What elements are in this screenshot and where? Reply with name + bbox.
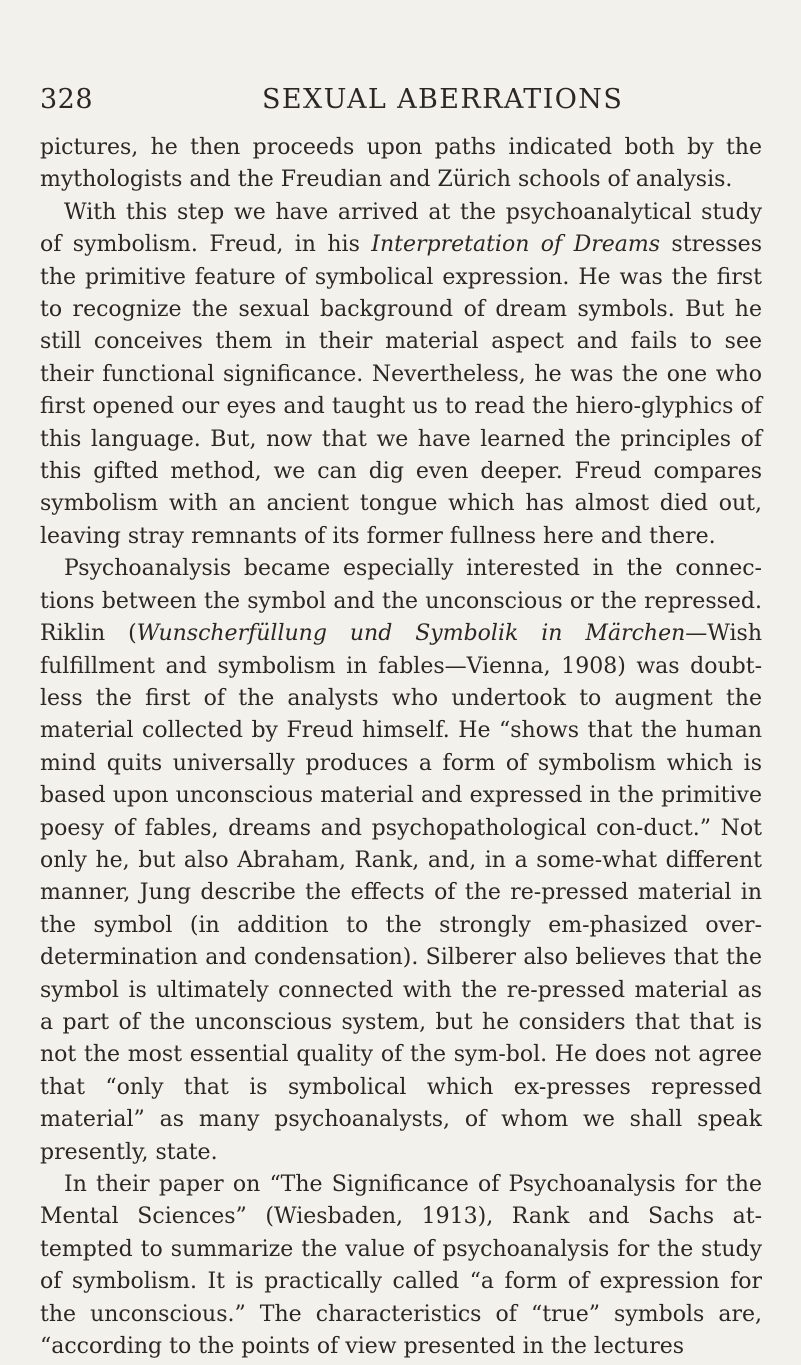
paragraph-4-text: In their paper on “The Significance of Psychoanalysis for the Mental Sciences” (Wiesbaden, 1913), Rank and Sachs at-tempted to summarize the value of psychoanalysis for the study of symbolism. It is practically called “a form of expression for the unconscious.” The characteristics of “true” symbols are, “according to the points of view presented in the lectures [40,1172,762,1360]
paragraph-4 [40,1169,762,1363]
page-body [40,132,762,1363]
paragraph-1 [40,132,762,197]
paragraph-1-text: pictures, he then proceeds upon paths indicated both by the mythologists and the Freudian and Zürich schools of analysis. [40,135,762,193]
work-title-italic: Wunscherfüllung und Symbolik in Märchen [136,621,686,647]
page-number: 328 [40,84,94,115]
book-title-italic: Interpretation of Dreams [371,232,661,258]
page-header [40,84,760,124]
running-head: SEXUAL ABERRATIONS [262,84,624,115]
paragraph-3-text-a: Psychoanalysis became especially interested in the connec-tions between the symbol and the unconscious or the repressed. Riklin ( [40,556,762,647]
paragraph-3 [40,553,762,1169]
paragraph-2 [40,197,762,553]
paragraph-2-text-b: stresses the primitive feature of symbolical expression. He was the first to recognize the sexual background of dream symbols. But he still conceives them in their material aspect and fails to see their functional significance. Nevertheless, he was the one who first opened our eyes and taught us to read the hiero-glyphics of this language. But, now that we have learned the principles of this gifted method, we can dig even deeper. Freud compares symbolism with an ancient tongue which has almost died out, leaving stray remnants of its former fullness here and there. [40,232,762,549]
paragraph-2-text-a: With this step we have arrived at the psychoanalytical study of symbolism. Freud, in his [40,199,762,258]
paragraph-3-text-b: —Wish fulfillment and symbolism in fables—Vienna, 1908) was doubt-less the first of the analysts who undertook to augment the material collected by Freud himself. He “shows that the human mind quits universally produces a form of symbolism which is based upon unconscious material and expressed in the primitive poesy of fables, dreams and psychopathological con-duct.” Not only he, but also Abraham, Rank, and, in a some-what different manner, Jung describe the effects of the re-pressed material in the symbol (in addition to the strongly em-phasized over-determination and condensation). Silberer also believes that the symbol is ultimately connected with the re-pressed material as a part of the unconscious system, but he considers that that is not the most essential quality of the sym-bol. He does not agree that “only that is symbolical which ex-presses repressed material” as many psychoanalysts, of whom we shall speak presently, state. [40,621,762,1165]
